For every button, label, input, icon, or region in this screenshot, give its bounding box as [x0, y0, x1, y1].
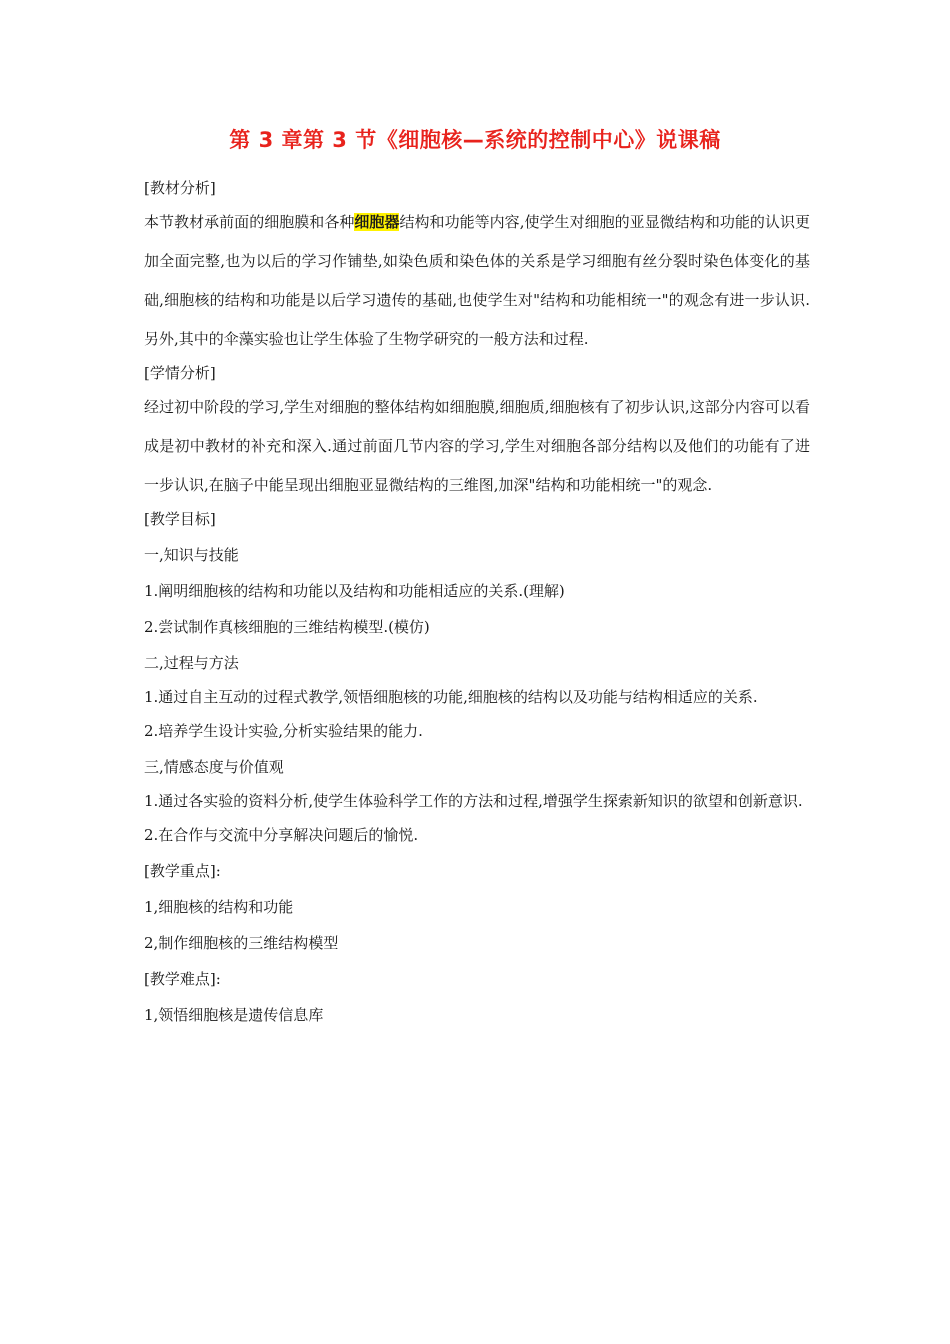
list-item: 2.在合作与交流中分享解决问题后的愉悦. [144, 826, 419, 844]
document-title: 第 3 章第 3 节《细胞核—系统的控制中心》说课稿 [229, 128, 721, 152]
list-item: 1.通过各实验的资料分析,使学生体验科学工作的方法和过程,增强学生探索新知识的欲望和创新意识. [144, 792, 803, 810]
paragraph-textbook-analysis [144, 203, 810, 359]
list-item: 2.尝试制作真核细胞的三维结构模型.(模仿) [144, 618, 430, 636]
list-item: 1.通过自主互动的过程式教学,领悟细胞核的功能,细胞核的结构以及功能与结构相适应的关系. [144, 688, 758, 706]
section-heading-teaching-goals: [教学目标] [144, 510, 216, 528]
highlighted-term: 细胞器 [354, 213, 400, 231]
section-heading-student-analysis: [学情分析] [144, 364, 216, 382]
list-item: 2,制作细胞核的三维结构模型 [144, 934, 339, 952]
list-item: 1,细胞核的结构和功能 [144, 898, 294, 916]
list-item: 2.培养学生设计实验,分析实验结果的能力. [144, 722, 423, 740]
section-heading-key-points: [教学重点]: [144, 862, 221, 880]
text-run: 本节教材承前面的细胞膜和各种 [144, 213, 355, 231]
subheading-attitudes-values: 三,情感态度与价值观 [144, 758, 284, 776]
subheading-process-methods: 二,过程与方法 [144, 654, 239, 672]
section-heading-difficult-points: [教学难点]: [144, 970, 221, 988]
subheading-knowledge-skills: 一,知识与技能 [144, 546, 239, 564]
list-item: 1,领悟细胞核是遗传信息库 [144, 1006, 324, 1024]
paragraph-student-analysis: 经过初中阶段的学习,学生对细胞的整体结构如细胞膜,细胞质,细胞核有了初步认识,这部分内容可以看成是初中教材的补充和深入.通过前面几节内容的学习,学生对细胞各部分结构以及他们的功能有了进一步认识,在脑子中能呈现出细胞亚显微结构的三维图,加深"结构和功能相统一"的观念. [144, 398, 810, 494]
list-item: 1.阐明细胞核的结构和功能以及结构和功能相适应的关系.(理解) [144, 582, 565, 600]
section-heading-textbook-analysis: [教材分析] [144, 179, 216, 197]
document-body [144, 170, 810, 1033]
text-run: 结构和功能等内容,使学生对细胞的亚显微结构和功能的认识更加全面完整,也为以后的学习作铺垫,如染色质和染色体的关系是学习细胞有丝分裂时染色体变化的基础,细胞核的结构和功能是以后学习遗传的基础,也使学生对"结构和功能相统一"的观念有进一步认识.另外,其中的伞藻实验也让学生体验了生物学研究的一般方法和过程. [144, 213, 810, 348]
